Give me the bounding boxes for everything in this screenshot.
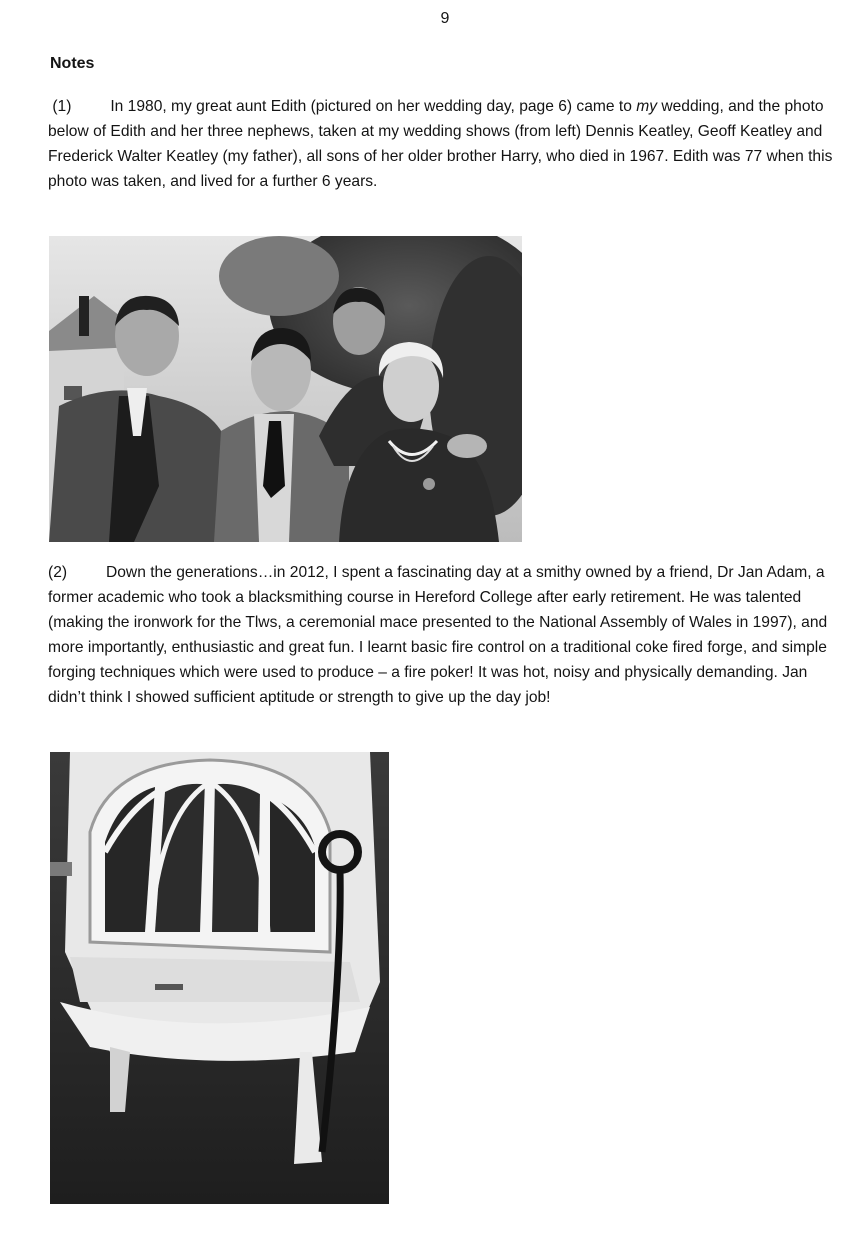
- page-number: 9: [440, 10, 450, 27]
- stove-poker-photo: [50, 752, 389, 1204]
- note-2: [48, 560, 838, 710]
- note-2-number: (2): [48, 564, 68, 581]
- wedding-group-photo: [49, 236, 522, 542]
- notes-heading: Notes: [50, 55, 95, 72]
- note-1-number: (1): [52, 98, 72, 115]
- note-1-text-a: In 1980, my great aunt Edith (pictured on her wedding day, page 6) came to: [110, 98, 637, 115]
- note-1-emphasis: my: [636, 98, 658, 115]
- note-1: [48, 94, 838, 194]
- note-1-text-b: wedding, and the photo below of Edith and her three nephews, taken at my wedding shows (from left) Dennis Keatley, Geoff Keatley and Frederick Walter Keatley (my father), all sons of her older brother Harry, who died in 1967. Edith was 77 when this photo was taken, and lived for a further 6 years.: [48, 98, 833, 190]
- note-2-text: Down the generations…in 2012, I spent a fascinating day at a smithy owned by a friend, Dr Jan Adam, a former academic who took a blacksmithing course in Hereford College after early retirement. He was talented (making the ironwork for the Tlws, a ceremonial mace presented to the National Assembly of Wales in 1997), and more importantly, enthusiastic and great fun. I learnt basic fire control on a traditional coke fired forge, and simple forging techniques which were used to produce – a fire poker! It was hot, noisy and physically demanding. Jan didn’t think I showed sufficient aptitude or strength to give up the day job!: [48, 564, 828, 706]
